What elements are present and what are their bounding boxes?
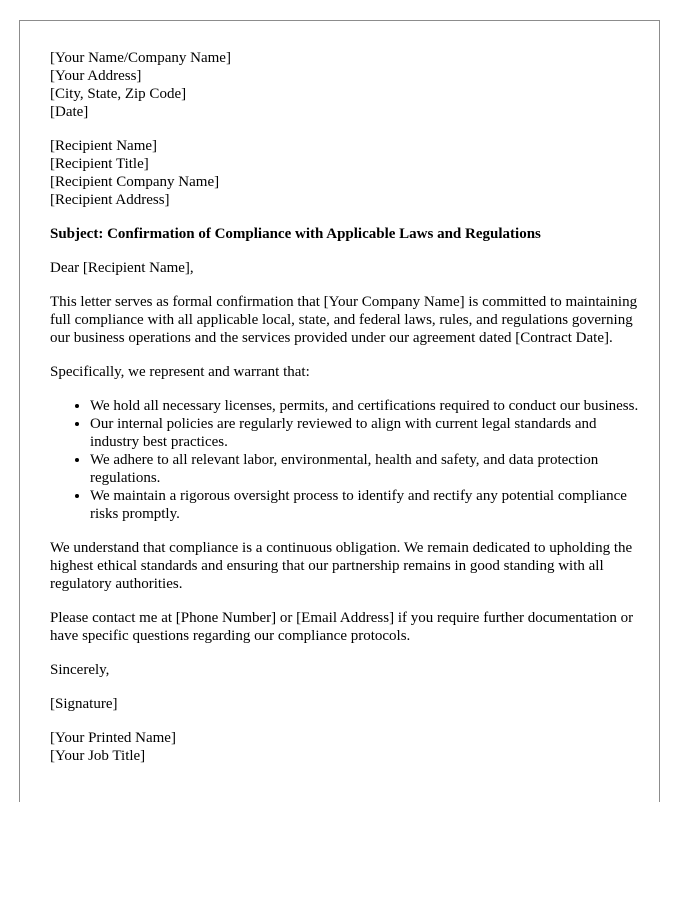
list-item: • We hold all necessary licenses, permits, and certifications required to conduct our business.	[90, 397, 642, 415]
sender-block	[50, 49, 642, 121]
list-item: • Our internal policies are regularly reviewed to align with current legal standards and industry best practices.	[90, 415, 642, 451]
closing: Sincerely,	[50, 662, 110, 678]
recipient-name: [Recipient Name]	[50, 138, 158, 154]
letter-page	[19, 20, 660, 802]
salutation: Dear [Recipient Name],	[50, 260, 194, 276]
contact-paragraph: Please contact me at [Phone Number] or [Email Address] if you require further documentation or have specific questions regarding our compliance protocols.	[50, 610, 634, 644]
signer-block	[50, 729, 642, 765]
signature: [Signature]	[50, 696, 118, 712]
warranty-list	[50, 397, 642, 523]
recipient-block	[50, 137, 642, 209]
letter-date: [Date]	[50, 104, 89, 120]
sender-address: [Your Address]	[50, 68, 142, 84]
continuity-paragraph: We understand that compliance is a continuous obligation. We remain dedicated to upholding the highest ethical standards and ensuring that our partnership remains in good standing with all regulatory authorities.	[50, 540, 633, 592]
subject-line: Subject: Confirmation of Compliance with Applicable Laws and Regulations	[50, 226, 541, 242]
recipient-company: [Recipient Company Name]	[50, 174, 220, 190]
recipient-address: [Recipient Address]	[50, 192, 170, 208]
sender-city-state-zip: [City, State, Zip Code]	[50, 86, 187, 102]
recipient-title: [Recipient Title]	[50, 156, 149, 172]
sender-name: [Your Name/Company Name]	[50, 50, 231, 66]
letter-content	[50, 49, 642, 765]
list-item: • We adhere to all relevant labor, environmental, health and safety, and data protection regulations.	[90, 451, 642, 487]
intro-paragraph: This letter serves as formal confirmation that [Your Company Name] is committed to maintaining full compliance with all applicable local, state, and federal laws, rules, and regulations governing our business operations and the services provided under our agreement dated [Contract Date].	[50, 294, 638, 346]
represent-intro: Specifically, we represent and warrant that:	[50, 364, 310, 380]
list-item: • We maintain a rigorous oversight process to identify and rectify any potential compliance risks promptly.	[90, 487, 642, 523]
printed-name: [Your Printed Name]	[50, 730, 176, 746]
job-title: [Your Job Title]	[50, 748, 146, 764]
